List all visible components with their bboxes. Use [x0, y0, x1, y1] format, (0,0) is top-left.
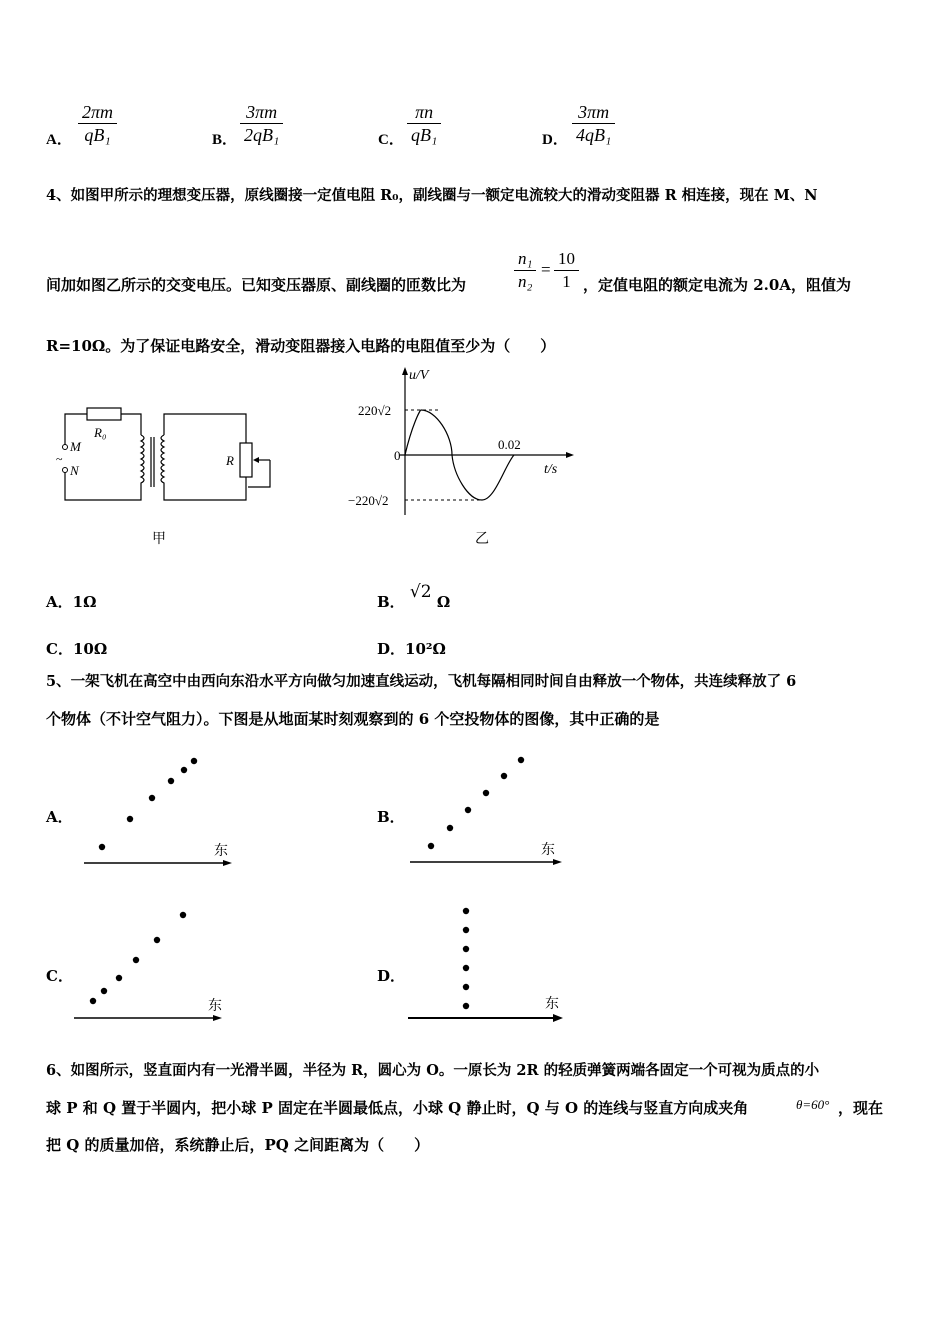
q3-option-a-label[interactable]: A．	[46, 132, 72, 148]
fraction-numerator: 3πm	[572, 101, 615, 124]
q5-option-a-figure[interactable]	[80, 750, 240, 875]
figure-yi-waveform	[340, 365, 580, 525]
fraction-numerator: n₁	[514, 248, 536, 271]
q3-option-c-label[interactable]: C．	[378, 132, 404, 148]
q4-turns-ratio-right	[554, 248, 579, 293]
label-m: M	[70, 439, 81, 454]
q5-option-c-figure[interactable]	[70, 900, 235, 1025]
sqrt-two: √2	[409, 582, 432, 602]
q5-option-b-label[interactable]: B．	[377, 808, 405, 826]
q4-option-a[interactable]: A．1Ω	[46, 593, 97, 611]
caption-jia: 甲	[152, 531, 166, 547]
fraction-denominator: qB₁	[84, 125, 111, 145]
q6-line-2a: 球 P 和 Q 置于半圆内，把小球 P 固定在半圆最低点，小球 Q 静止时，Q 与 O 的连线与竖直方向成夹角	[46, 1099, 749, 1117]
label-origin: 0	[394, 448, 401, 463]
q3-option-d-label[interactable]: D．	[542, 132, 568, 148]
x-axis-label: t/s	[544, 462, 558, 477]
option-b-label: B．	[377, 593, 405, 611]
east-label: 东	[208, 998, 222, 1014]
q5-option-d-figure[interactable]	[405, 900, 570, 1025]
q5-line-2: 个物体（不计空气阻力）。下图是从地面某时刻观察到的 6 个空投物体的图像，其中正确的是	[46, 710, 660, 728]
q4-line-3: R=10Ω。为了保证电路安全，滑动变阻器接入电路的电阻值至少为（ ）	[46, 337, 556, 355]
q4-line-2b: ，定值电阻的额定电流为 2.0A，阻值为	[583, 276, 851, 294]
q3-option-a-fraction	[78, 101, 117, 146]
label-peak-negative: −220√2	[348, 493, 389, 508]
fraction-numerator: 10	[554, 248, 579, 271]
fraction-denominator: n₂	[518, 272, 533, 291]
fraction-denominator: qB₁	[411, 125, 438, 145]
q4-line-1: 4、如图甲所示的理想变压器，原线圈接一定值电阻 R₀，副线圈与一额定电流较大的滑动变阻器 R 相连接，现在 M、N	[46, 187, 818, 204]
q3-option-b-fraction	[240, 101, 283, 146]
q4-option-c[interactable]: C．10Ω	[46, 640, 108, 658]
q3-option-c-fraction	[407, 101, 441, 146]
east-label: 东	[545, 996, 559, 1012]
q6-line-3: 把 Q 的质量加倍，系统静止后，PQ 之间距离为（ ）	[46, 1136, 430, 1154]
q4-turns-ratio-left	[514, 248, 536, 293]
label-peak-positive: 220√2	[358, 403, 392, 418]
option-b-unit: Ω	[436, 593, 451, 611]
east-label: 东	[541, 842, 555, 858]
q6-line-1: 6、如图所示，竖直面内有一光滑半圆，半径为 R，圆心为 O。一原长为 2R 的轻质弹簧两端各固定一个可视为质点的小	[46, 1062, 820, 1079]
label-period: 0.02	[498, 437, 521, 452]
q5-option-c-label[interactable]: C．	[46, 967, 73, 985]
fraction-numerator: 2πm	[78, 101, 117, 124]
east-label: 东	[214, 843, 228, 859]
equals-sign: =	[541, 260, 551, 279]
q5-option-a-label[interactable]: A．	[46, 808, 73, 826]
q4-line-2a: 间加如图乙所示的交变电压。已知变压器原、副线圈的匝数比为	[46, 276, 467, 294]
y-axis-label: u/V	[409, 368, 429, 383]
angle-theta: θ=60°	[796, 1097, 830, 1112]
fraction-denominator: 4qB₁	[576, 125, 612, 145]
fraction-denominator: 1	[562, 272, 571, 291]
fraction-numerator: πn	[407, 101, 441, 124]
fraction-denominator: 2qB₁	[244, 125, 280, 145]
label-n: N	[70, 463, 79, 478]
q5-line-1: 5、一架飞机在高空中由西向东沿水平方向做匀加速直线运动，飞机每隔相同时间自由释放一个物体，共连续释放了 6	[46, 673, 797, 690]
label-r0: R₀	[94, 425, 107, 440]
fraction-numerator: 3πm	[240, 101, 283, 124]
label-ac-symbol: ~	[56, 452, 63, 466]
q3-option-b-label[interactable]: B．	[212, 132, 238, 148]
q5-option-d-label[interactable]: D．	[377, 967, 406, 985]
label-r: R	[226, 453, 234, 468]
caption-yi: 乙	[475, 531, 489, 547]
q3-option-d-fraction	[572, 101, 615, 146]
q4-option-b[interactable]	[377, 582, 451, 612]
q6-line-2b: ，现在	[838, 1099, 884, 1117]
q5-option-b-figure[interactable]	[405, 750, 570, 875]
q4-option-d[interactable]: D．10²Ω	[377, 640, 446, 658]
